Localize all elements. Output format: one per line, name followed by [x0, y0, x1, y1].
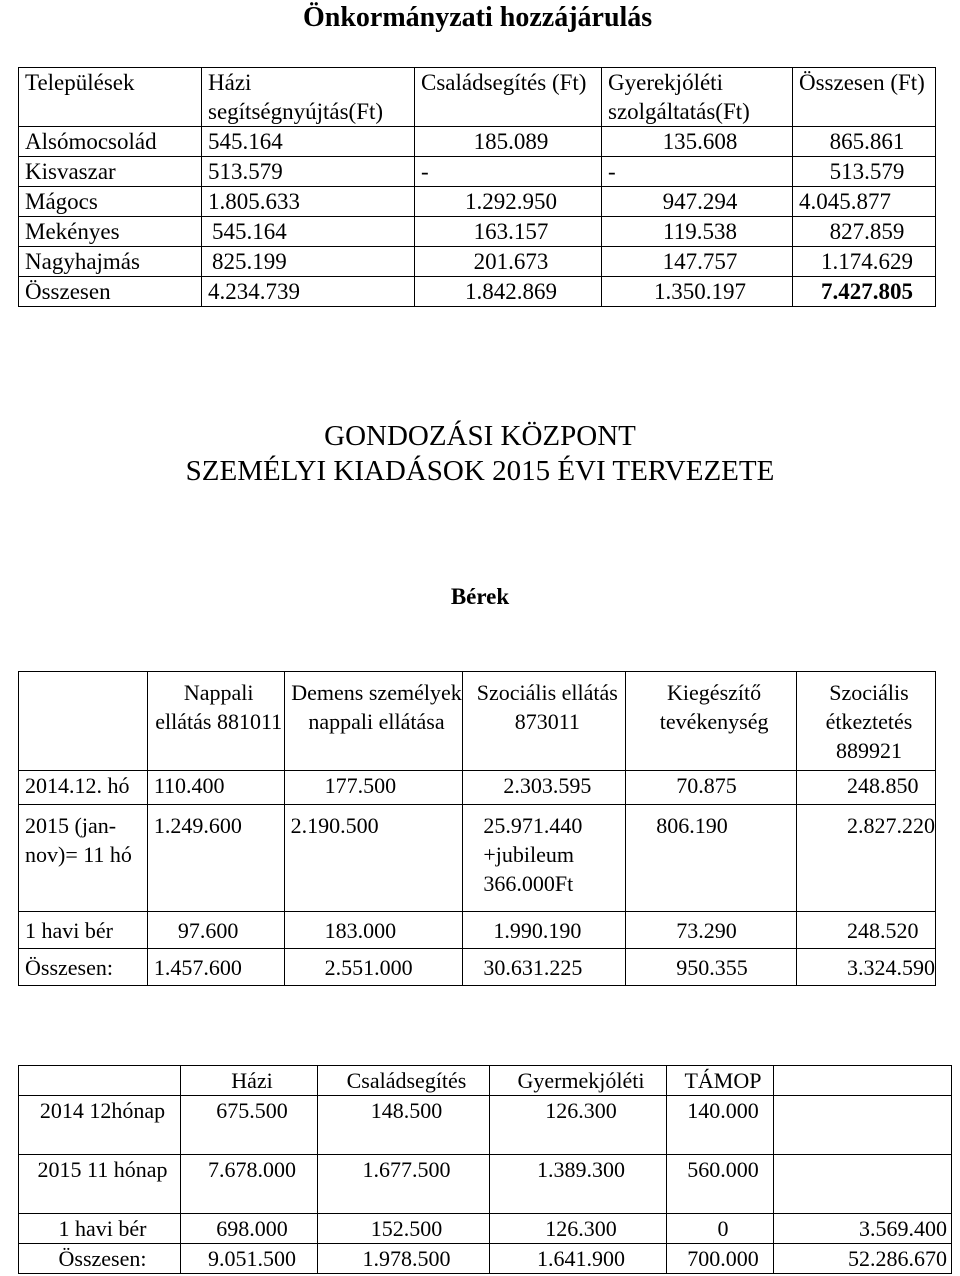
- cell: 248.520: [797, 912, 936, 949]
- cell: 148.500: [318, 1096, 490, 1155]
- cell: 2014 12hónap: [19, 1096, 181, 1155]
- cell: Összesen:: [19, 949, 148, 986]
- table-header-row: [19, 672, 936, 771]
- header-cell: Gyermekjóléti: [490, 1066, 667, 1096]
- header-cell: [19, 672, 148, 771]
- cell: 825.199: [202, 247, 415, 277]
- table-header-row: [19, 1066, 952, 1096]
- cell: 545.164: [202, 217, 415, 247]
- header-cell: [774, 1066, 952, 1096]
- cell: 950.355: [626, 949, 797, 986]
- table-row: [19, 157, 936, 187]
- cell: 147.757: [602, 247, 793, 277]
- cell: -: [415, 157, 602, 187]
- cell: 545.164: [202, 127, 415, 157]
- cell: 152.500: [318, 1214, 490, 1244]
- cell: 2015 11 hónap: [19, 1155, 181, 1214]
- cell: 1.990.190: [463, 912, 626, 949]
- cell: 70.875: [626, 771, 797, 805]
- header-cell: Családsegítés: [318, 1066, 490, 1096]
- cell: 1.842.869: [415, 277, 602, 307]
- cell: 2.190.500: [284, 805, 463, 912]
- table-row-total: [19, 949, 936, 986]
- cell: Nagyhajmás: [19, 247, 202, 277]
- cell: 9.051.500: [181, 1244, 318, 1274]
- cell: 177.500: [284, 771, 463, 805]
- header-cell: Családsegítés (Ft): [415, 68, 602, 127]
- header-cell: Házi: [181, 1066, 318, 1096]
- cell: 2.551.000: [284, 949, 463, 986]
- cell: 2.303.595: [463, 771, 626, 805]
- cell: Kisvaszar: [19, 157, 202, 187]
- cell: Összesen: [19, 277, 202, 307]
- cell: 52.286.670: [774, 1244, 952, 1274]
- section-title-line2: SZEMÉLYI KIADÁSOK 2015 ÉVI TERVEZETE: [185, 455, 775, 487]
- cell: 185.089: [415, 127, 602, 157]
- cell: 947.294: [602, 187, 793, 217]
- cell: 2.827.220: [797, 805, 936, 912]
- header-cell: Házi segítségnyújtás(Ft): [202, 68, 415, 127]
- cell: Összesen:: [19, 1244, 181, 1274]
- cell: 1 havi bér: [19, 1214, 181, 1244]
- header-cell: Gyerekjóléti szolgáltatás(Ft): [602, 68, 793, 127]
- cell: 698.000: [181, 1214, 318, 1244]
- cell: 1.389.300: [490, 1155, 667, 1214]
- contribution-summary-table: [18, 1065, 952, 1274]
- cell: Alsómocsolád: [19, 127, 202, 157]
- cell: 1.174.629: [793, 247, 936, 277]
- cell: [774, 1096, 952, 1155]
- cell: 675.500: [181, 1096, 318, 1155]
- table-row-total: [19, 1244, 952, 1274]
- cell: 25.971.440 +jubileum 366.000Ft: [463, 805, 626, 912]
- cell: [774, 1155, 952, 1214]
- header-cell: TÁMOP: [667, 1066, 774, 1096]
- cell: 110.400: [147, 771, 284, 805]
- table-row: [19, 1096, 952, 1155]
- section-title-line1: GONDOZÁSI KÖZPONT: [324, 420, 636, 452]
- cell: 3.569.400: [774, 1214, 952, 1244]
- table-row: [19, 1155, 952, 1214]
- cell: 183.000: [284, 912, 463, 949]
- cell: 135.608: [602, 127, 793, 157]
- cell: 140.000: [667, 1096, 774, 1155]
- table-row: [19, 127, 936, 157]
- cell: 119.538: [602, 217, 793, 247]
- cell: Mekényes: [19, 217, 202, 247]
- cell: 806.190: [626, 805, 797, 912]
- cell: 7.678.000: [181, 1155, 318, 1214]
- cell: 1.641.900: [490, 1244, 667, 1274]
- cell: 827.859: [793, 217, 936, 247]
- table-row: [19, 187, 936, 217]
- grand-total-cell: 7.427.805: [793, 277, 936, 307]
- cell: 1.677.500: [318, 1155, 490, 1214]
- cell: 1.249.600: [147, 805, 284, 912]
- cell: 1 havi bér: [19, 912, 148, 949]
- wages-label: Bérek: [450, 584, 510, 609]
- table-header-row: [19, 68, 936, 127]
- header-cell: Szociális étkeztetés 889921: [797, 672, 936, 771]
- cell: 126.300: [490, 1096, 667, 1155]
- cell: 73.290: [626, 912, 797, 949]
- header-cell: [19, 1066, 181, 1096]
- cell: 1.457.600: [147, 949, 284, 986]
- cell: 4.234.739: [202, 277, 415, 307]
- table-row: [19, 771, 936, 805]
- table-row: [19, 912, 936, 949]
- cell: 1.805.633: [202, 187, 415, 217]
- header-cell: Nappali ellátás 881011: [147, 672, 284, 771]
- cell: 4.045.877: [793, 187, 936, 217]
- cell: 126.300: [490, 1214, 667, 1244]
- wages-table: [18, 671, 936, 986]
- header-cell: Szociális ellátás 873011: [463, 672, 626, 771]
- cell: 865.861: [793, 127, 936, 157]
- header-cell: Demens személyek nappali ellátása: [284, 672, 463, 771]
- cell: 1.292.950: [415, 187, 602, 217]
- cell: 30.631.225: [463, 949, 626, 986]
- cell: -: [602, 157, 793, 187]
- header-cell: Települések: [19, 68, 202, 127]
- cell: 248.850: [797, 771, 936, 805]
- table-row: [19, 247, 936, 277]
- cell: 513.579: [793, 157, 936, 187]
- cell: 560.000: [667, 1155, 774, 1214]
- table-row-total: [19, 277, 936, 307]
- table-row: [19, 805, 936, 912]
- cell: 3.324.590: [797, 949, 936, 986]
- cell: 2014.12. hó: [19, 771, 148, 805]
- cell: 513.579: [202, 157, 415, 187]
- cell: Mágocs: [19, 187, 202, 217]
- municipal-contribution-table: [18, 67, 936, 307]
- header-cell: Összesen (Ft): [793, 68, 936, 127]
- cell: 2015 (jan-nov)= 11 hó: [19, 805, 148, 912]
- cell: 163.157: [415, 217, 602, 247]
- cell: 1.350.197: [602, 277, 793, 307]
- page-title: Önkormányzati hozzájárulás: [303, 2, 653, 33]
- cell: 700.000: [667, 1244, 774, 1274]
- cell: 1.978.500: [318, 1244, 490, 1274]
- cell: 97.600: [147, 912, 284, 949]
- header-cell: Kiegészítő tevékenység: [626, 672, 797, 771]
- table-row: [19, 217, 936, 247]
- cell: 201.673: [415, 247, 602, 277]
- cell: 0: [667, 1214, 774, 1244]
- table-row: [19, 1214, 952, 1244]
